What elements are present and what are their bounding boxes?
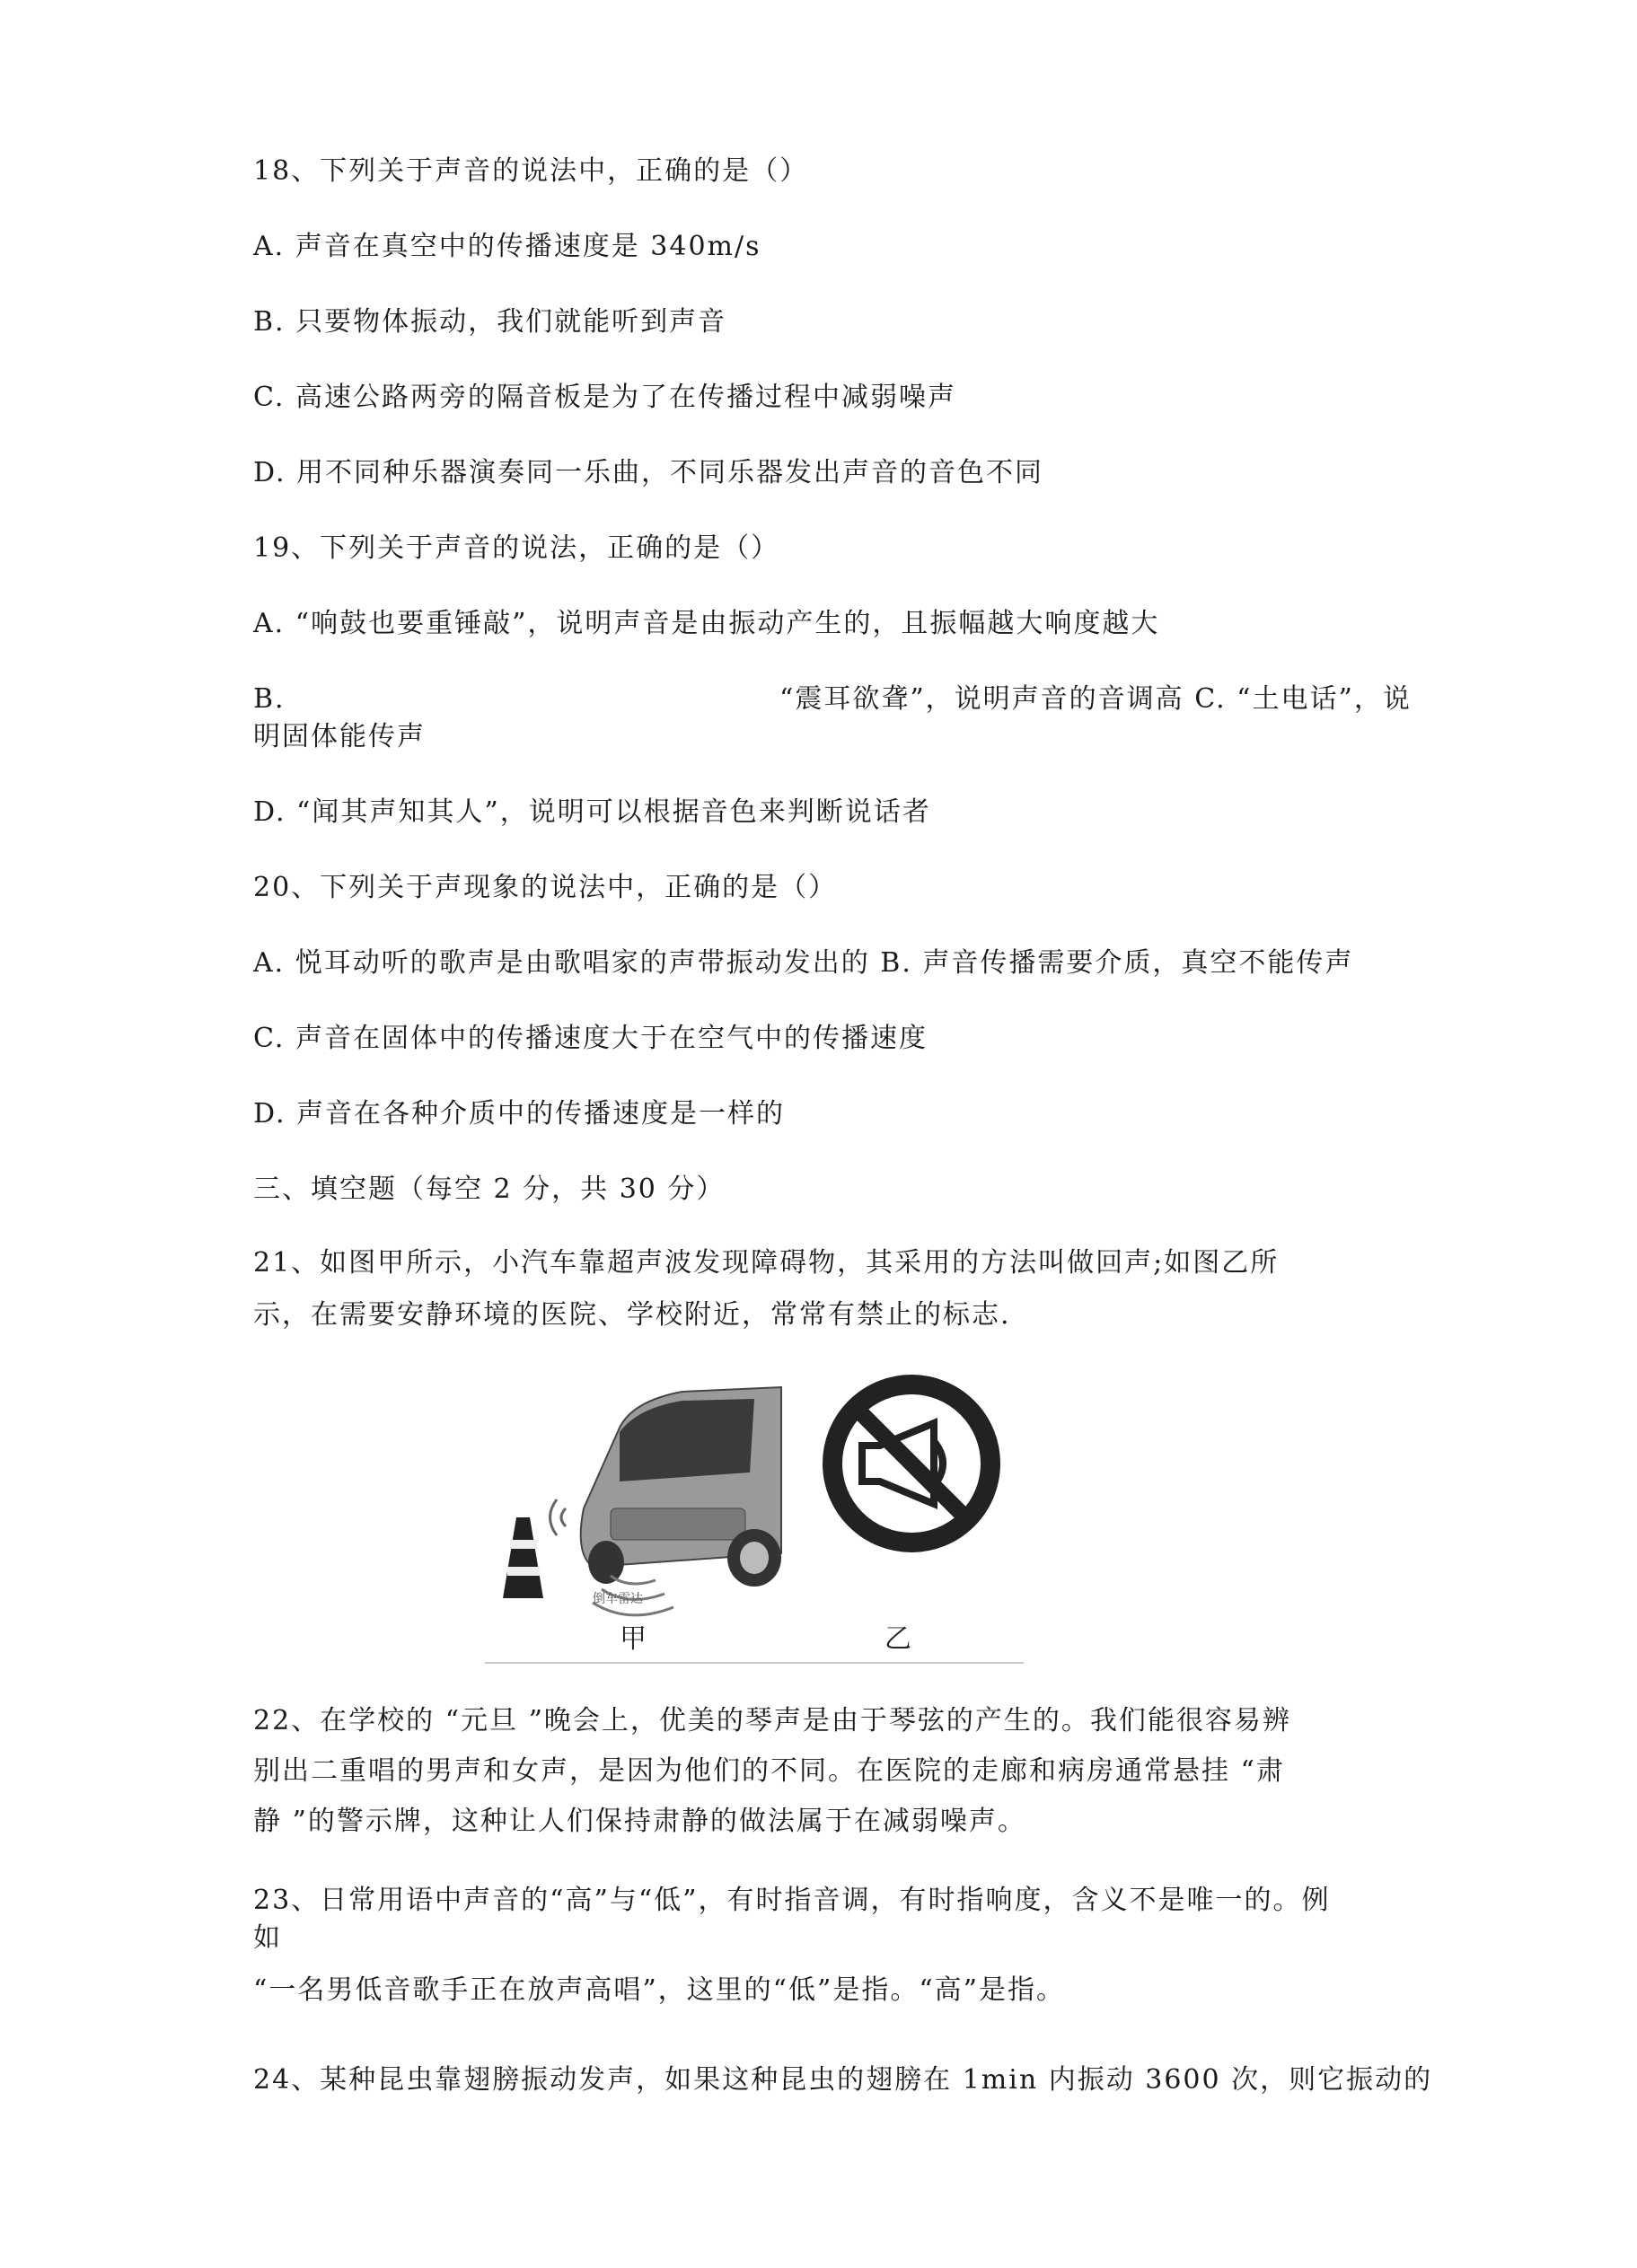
question-19: 19、下列关于声音的说法，正确的是（） (253, 532, 780, 564)
question-22-line-3: 静 ”的警示牌，这种让人们保持肃静的做法属于在减弱噪声。 (253, 1806, 1026, 1837)
question-18-option-a: A. 声音在真空中的传播速度是 340m/s (253, 231, 761, 262)
question-23-line-3: “一名男低音歌手正在放声高唱”，这里的“低”是指。“高”是指。 (253, 1974, 1066, 2006)
question-21-line-1: 21、如图甲所示，小汽车靠超声波发现障碍物，其采用的方法叫做回声;如图乙所 (253, 1247, 1280, 1279)
question-19-option-a: A. “响鼓也要重锤敲”，说明声音是由振动产生的，且振幅越大响度越大 (253, 608, 1160, 639)
question-24: 24、某种昆虫靠翅膀振动发声，如果这种昆虫的翅膀在 1min 内振动 3600 次，则它振动的 (253, 2064, 1433, 2096)
question-21-figure (485, 1374, 1024, 1670)
question-22-line-1: 22、在学校的 “元旦 ”晚会上，优美的琴声是由于琴弦的产生的。我们能很容易辨 (253, 1705, 1291, 1736)
question-18: 18、下列关于声音的说法中，正确的是（） (253, 155, 809, 187)
car-figure-caption: 倒车雷达 (593, 1592, 643, 1606)
question-19-option-b-text: “震耳欲聋”，说明声音的音调高 C. “土电话”，说 (779, 683, 1412, 715)
section-3-heading: 三、填空题（每空 2 分，共 30 分） (253, 1174, 726, 1205)
question-23-line-2: 如 (253, 1922, 282, 1954)
question-20-options-ab: A. 悦耳动听的歌声是由歌唱家的声带振动发出的 B. 声音传播需要介质，真空不能传声 (253, 947, 1354, 979)
question-19-option-b-continued: 明固体能传声 (253, 721, 426, 752)
question-21-line-2: 示，在需要安静环境的医院、学校附近，常常有禁止的标志. (253, 1299, 1011, 1331)
question-19-option-b-label: B. (253, 683, 286, 715)
car-reversing-radar-icon (485, 1374, 1024, 1670)
question-22-line-2: 别出二重唱的男声和女声，是因为他们的不同。在医院的走廊和病房通常悬挂 “肃 (253, 1755, 1285, 1787)
question-23-line-1: 23、日常用语中声音的“高”与“低”，有时指音调，有时指响度，含义不是唯一的。例 (253, 1885, 1331, 1916)
question-18-option-d: D. 用不同种乐器演奏同一乐曲，不同乐器发出声音的音色不同 (253, 457, 1044, 488)
question-20-option-c: C. 声音在固体中的传播速度大于在空气中的传播速度 (253, 1023, 928, 1054)
question-18-option-b: B. 只要物体振动，我们就能听到声音 (253, 306, 727, 338)
figure-label-yi: 乙 (885, 1623, 911, 1655)
question-20-option-d: D. 声音在各种介质中的传播速度是一样的 (253, 1098, 786, 1130)
no-horn-sign-icon (832, 1385, 990, 1543)
question-19-option-d: D. “闻其声知其人”，说明可以根据音色来判断说话者 (253, 796, 931, 828)
figure-label-jia: 甲 (620, 1623, 647, 1655)
question-18-option-c: C. 高速公路两旁的隔音板是为了在传播过程中减弱噪声 (253, 382, 956, 413)
question-20: 20、下列关于声现象的说法中，正确的是（） (253, 872, 838, 903)
